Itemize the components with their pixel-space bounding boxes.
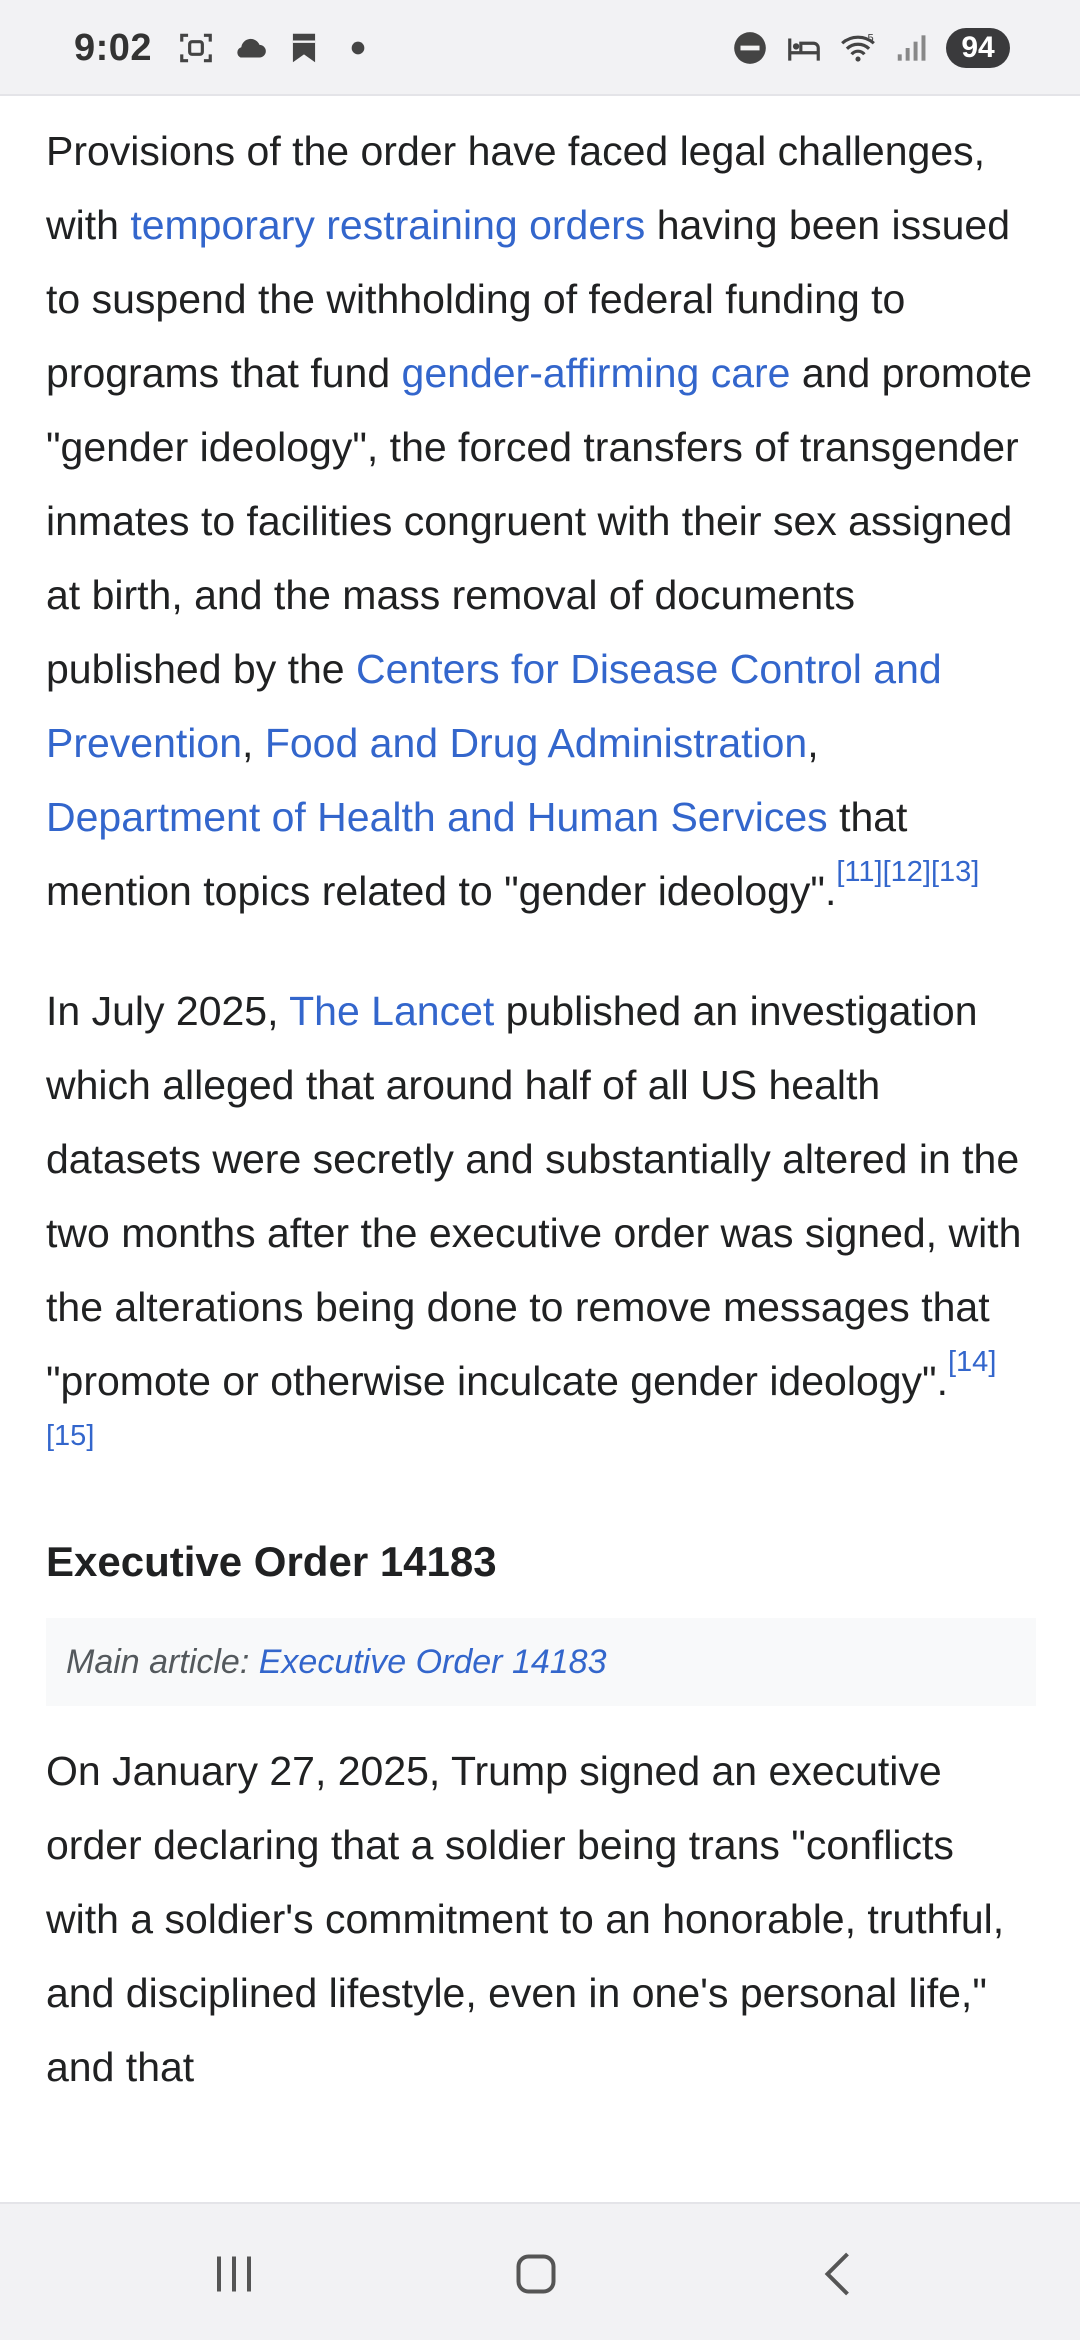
reference-12[interactable]: [12] bbox=[882, 856, 931, 888]
reference-13[interactable]: [13] bbox=[930, 856, 980, 888]
article-content bbox=[46, 96, 1036, 2202]
cloud-icon bbox=[230, 28, 270, 68]
link-hhs[interactable]: Department of Health and Human Services bbox=[46, 794, 828, 840]
hatnote-prefix: Main article: bbox=[66, 1643, 259, 1681]
clock: 9:02 bbox=[74, 26, 153, 69]
text-run: In July 2025, bbox=[46, 988, 290, 1034]
recent-apps-icon bbox=[204, 2244, 264, 2304]
text-run: , bbox=[807, 720, 819, 766]
status-bar bbox=[0, 0, 1080, 96]
sleep-icon bbox=[784, 28, 824, 68]
text-run: that mention topics related to "gender ideology". bbox=[46, 794, 908, 914]
text-run: published an investigation which alleged that around half of all US health datasets were secretly and substantially altered in the two months after the executive order was signed, with the alterations being done to remove messages that "promote or otherwise inculcate gender ideology". bbox=[46, 988, 1022, 1404]
reference-11[interactable]: [11] bbox=[836, 856, 883, 888]
battery-indicator: 94 bbox=[946, 28, 1010, 68]
navigation-bar bbox=[0, 2202, 1080, 2340]
screenshot-icon bbox=[176, 28, 216, 68]
back-icon bbox=[810, 2244, 870, 2304]
text-run: Provisions of the order have faced legal challenges, with bbox=[46, 128, 986, 248]
status-left-group bbox=[74, 0, 378, 96]
link-gender-affirming-care[interactable]: gender-affirming care bbox=[401, 350, 791, 396]
recent-apps-button[interactable] bbox=[194, 2234, 274, 2314]
link-the-lancet[interactable]: The Lancet bbox=[289, 988, 495, 1034]
main-article-hatnote bbox=[46, 1618, 1036, 1706]
status-right-group bbox=[730, 0, 1010, 96]
reference-14[interactable]: [14] bbox=[948, 1346, 997, 1378]
link-cdc[interactable]: Centers for Disease Control and Prevention bbox=[46, 646, 942, 766]
text-run: and promote "gender ideology", the forced transfers of transgender inmates to facilities congruent with their sex assigned at birth, and the mass removal of documents published by the bbox=[46, 350, 1033, 692]
paragraph-legal-challenges bbox=[46, 114, 1036, 928]
wifi-badge: 5 bbox=[867, 32, 874, 45]
link-executive-order-14183[interactable]: Executive Order 14183 bbox=[258, 1643, 607, 1681]
reference-15[interactable]: [15] bbox=[46, 1420, 95, 1452]
back-button[interactable] bbox=[800, 2234, 880, 2314]
link-temporary-restraining-orders[interactable]: temporary restraining orders bbox=[130, 202, 646, 248]
signal-icon bbox=[892, 28, 932, 68]
home-button[interactable] bbox=[496, 2234, 576, 2314]
do-not-disturb-icon bbox=[730, 28, 770, 68]
link-fda[interactable]: Food and Drug Administration bbox=[264, 720, 808, 766]
text-run: , bbox=[242, 720, 265, 766]
paragraph-lancet-investigation bbox=[46, 974, 1036, 1492]
dot-icon bbox=[338, 28, 378, 68]
bookmark-icon bbox=[284, 28, 324, 68]
section-heading: Executive Order 14183 bbox=[46, 1538, 497, 1585]
wifi-icon bbox=[838, 28, 878, 68]
home-icon bbox=[506, 2244, 566, 2304]
text-run: having been issued to suspend the withholding of federal funding to programs that fund bbox=[46, 202, 1011, 396]
paragraph-executive-order-14183: On January 27, 2025, Trump signed an executive order declaring that a soldier being trans "conflicts with a soldier's commitment to an honorable, truthful, and disciplined lifestyle, even in one's personal life," and that bbox=[46, 1748, 1005, 2090]
